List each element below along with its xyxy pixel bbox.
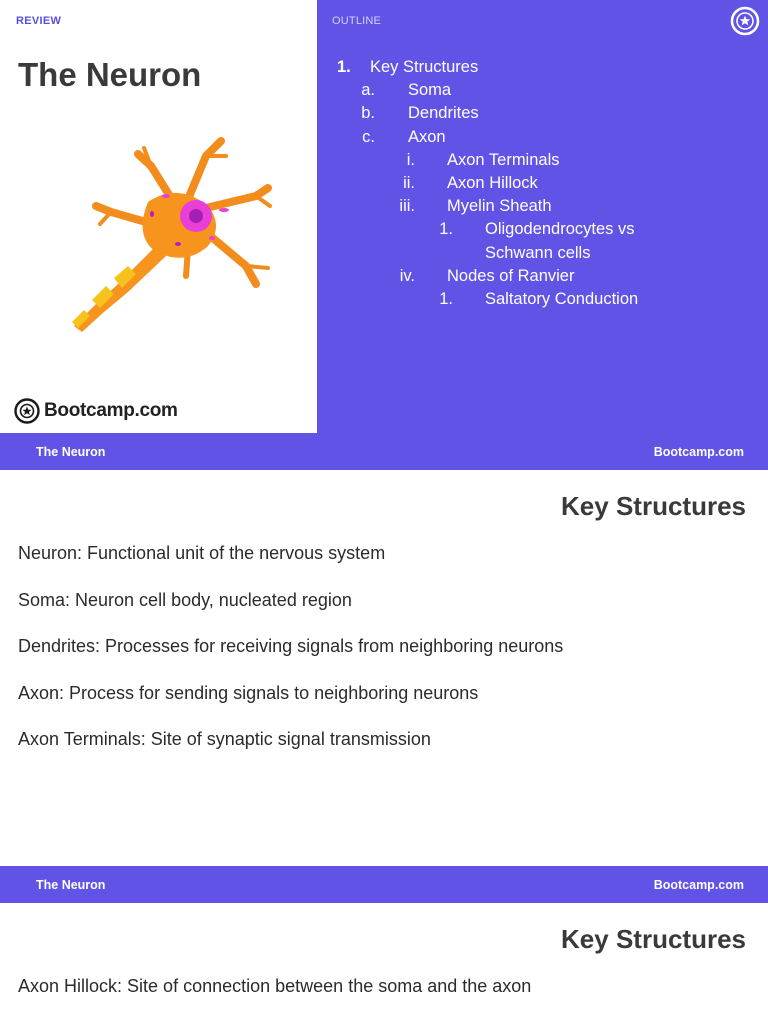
footer-title: The Neuron [36, 445, 106, 459]
outline-marker: iii. [399, 197, 415, 216]
outline-item [337, 172, 638, 195]
outline-text: Oligodendrocytes vs [485, 220, 635, 239]
outline-marker: c. [362, 127, 375, 146]
brand-logo [14, 398, 178, 424]
definition-item: Axon: Process for sending signals to neighboring neurons [18, 682, 479, 703]
definition-item: Axon Hillock: Site of connection between the soma and the axon [18, 976, 532, 996]
outline-marker: a. [361, 81, 375, 100]
definition-item: Soma: Neuron cell body, nucleated region [18, 589, 352, 610]
outline-marker: 1. [439, 290, 453, 309]
outline-text: Axon Hillock [447, 174, 538, 193]
outline-item [337, 218, 638, 241]
outline-list [337, 56, 638, 311]
outline-item [337, 149, 638, 172]
outline-marker: iv. [399, 266, 415, 285]
definition-item: Neuron: Functional unit of the nervous system [18, 543, 386, 563]
outline-item [337, 79, 638, 102]
star-badge-icon [730, 6, 760, 36]
footer-title: The Neuron [36, 878, 106, 892]
outline-text: Soma [408, 81, 452, 100]
neuron-illustration [56, 126, 276, 346]
outline-item [337, 265, 638, 288]
outline-item [337, 242, 638, 265]
outline-panel [317, 0, 768, 433]
outline-marker: ii. [403, 174, 415, 193]
outline-text: Saltatory Conduction [485, 290, 639, 309]
footer-bar [0, 433, 768, 470]
outline-text: Key Structures [370, 58, 479, 76]
outline-marker: b. [361, 104, 375, 123]
footer-bar [0, 866, 768, 903]
outline-item [337, 126, 638, 149]
footer-brand: Bootcamp.com [653, 445, 744, 459]
definition-list [18, 543, 563, 776]
definition-list [18, 976, 531, 1023]
title-slide [0, 0, 768, 433]
definition-item: Axon Terminals: Site of synaptic signal transmission [18, 729, 431, 749]
slide-title: The Neuron [18, 56, 202, 93]
outline-marker: i. [406, 150, 415, 169]
outline-item [337, 56, 638, 79]
outline-label: OUTLINE [332, 15, 382, 27]
outline-text: Dendrites [408, 104, 479, 123]
review-label: REVIEW [16, 15, 62, 27]
outline-item [337, 288, 638, 311]
title-panel [0, 0, 317, 433]
outline-text: Myelin Sheath [447, 197, 552, 216]
section-heading: Key Structures [561, 924, 746, 954]
outline-item [337, 195, 638, 218]
outline-text: Axon Terminals [447, 150, 560, 169]
outline-marker: 1. [337, 58, 351, 76]
outline-marker [337, 242, 453, 265]
section-heading: Key Structures [561, 491, 746, 521]
bootcamp-logo-icon [14, 398, 40, 424]
outline-marker: 1. [439, 220, 453, 239]
outline-item [337, 102, 638, 125]
outline-text: Axon [408, 127, 446, 146]
outline-text: Schwann cells [485, 243, 591, 262]
definition-item: Dendrites: Processes for receiving signals from neighboring neurons [18, 636, 564, 656]
outline-text: Nodes of Ranvier [447, 266, 575, 285]
footer-brand: Bootcamp.com [653, 878, 744, 892]
brand-text: Bootcamp.com [44, 400, 178, 421]
